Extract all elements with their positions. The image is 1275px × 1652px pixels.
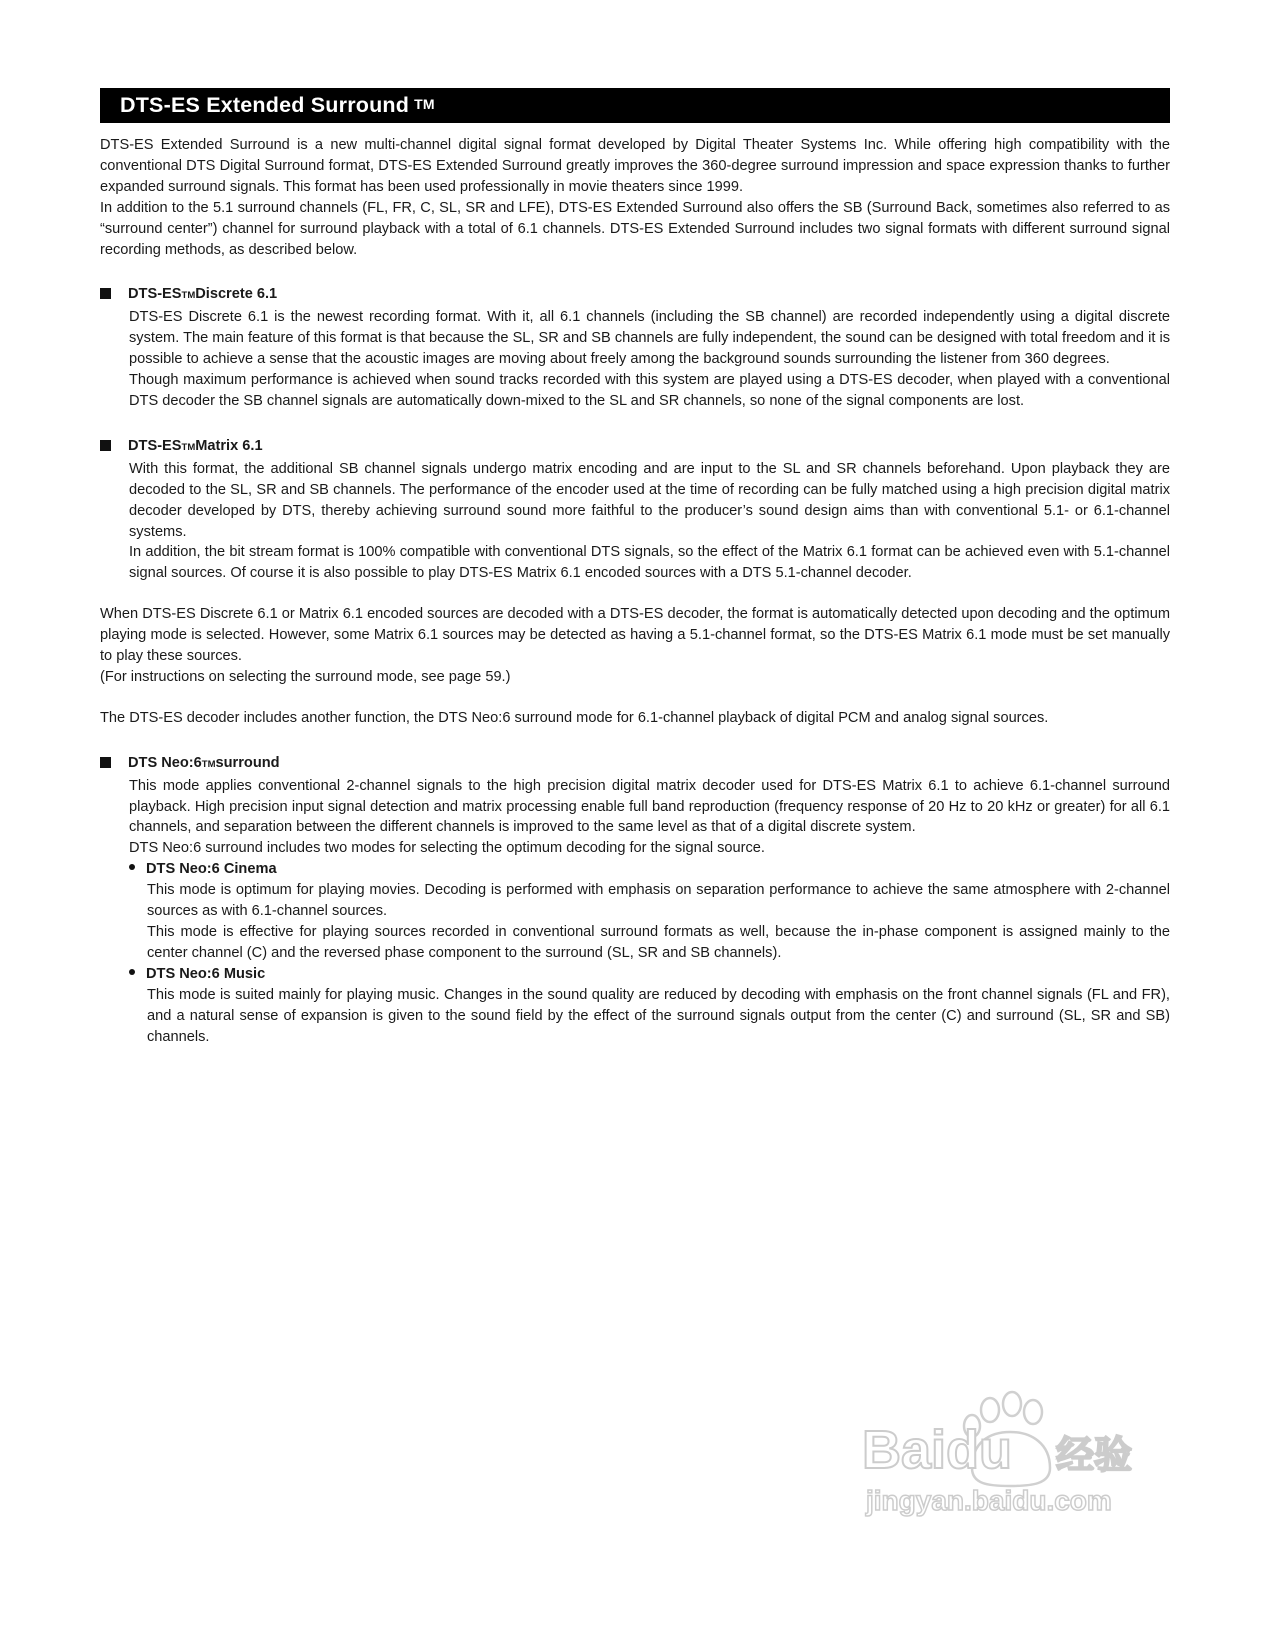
heading-post: Discrete 6.1 [195, 286, 278, 303]
cinema-paragraph: This mode is optimum for playing movies. Decoding is performed with emphasis on separation performance to achieve the same atmosphere with 2-channel sources as with 6.1-channel sources. [147, 882, 1170, 920]
music-heading-text: DTS Neo:6 Music [146, 965, 266, 982]
title-trademark: TM [414, 95, 435, 112]
cinema-heading-text: DTS Neo:6 Cinema [146, 861, 277, 878]
watermark-cn: 经验 [1056, 1433, 1133, 1477]
music-heading [129, 964, 1170, 985]
cinema-heading [129, 859, 1170, 880]
paw-toe-icon [981, 1398, 999, 1422]
intro-paragraph: DTS-ES Extended Surround is a new multi-channel digital signal format developed by Digital Theater Systems Inc. While offering high compatibility with the conventional DTS Digital Surround format, DTS-ES Extended Surround greatly improves the 360-degree surround impression and space expression thanks to further expanded surround signals. This format has been used professionally in movie theaters since 1999. [100, 137, 1170, 195]
baidu-watermark-logo [860, 1390, 1160, 1540]
section-discrete [100, 284, 1170, 411]
section-paragraph: DTS Neo:6 surround includes two modes for selecting the optimum decoding for the signal source. [129, 840, 765, 857]
section-neo6 [100, 753, 1170, 1048]
detection-section [100, 604, 1170, 688]
heading-trademark: TM [181, 441, 196, 453]
section-body [129, 776, 1170, 1048]
section-body [129, 307, 1170, 412]
heading-pre: DTS-ES [128, 437, 182, 454]
section-heading [100, 284, 1170, 307]
square-bullet-icon [100, 757, 111, 768]
section-matrix [100, 436, 1170, 584]
neo-intro-section [100, 708, 1170, 729]
music-paragraph: This mode is suited mainly for playing music. Changes in the sound quality are reduced by decoding with emphasis on the front channel signals (FL and FR), and a natural sense of expansion is given to the sound field by the effect of the surround signals output from the center (C) and surround (SL, SR and SB) channels. [147, 986, 1170, 1045]
paw-toe-icon [1024, 1400, 1042, 1424]
bullet-dot-icon [129, 864, 135, 870]
section-paragraph: With this format, the additional SB channel signals undergo matrix encoding and are input to the SL and SR channels beforehand. Upon playback they are decoded to the SL, SR and SB channels. The performance of the encoder used at the time of recording can be fully matched using a high precision digital matrix decoder developed by DTS, thereby achieving surround sound more faithful to the producer’s sound design aims than with conventional 5.1- or 6.1-channel systems. [129, 460, 1170, 540]
music-body [147, 985, 1170, 1048]
heading-trademark: TM [181, 290, 196, 302]
section-heading [100, 436, 1170, 459]
intro-section [100, 135, 1170, 260]
section-paragraph: This mode applies conventional 2-channel signals to the high precision digital matrix decoder used for DTS-ES Matrix 6.1 to achieve 6.1-channel surround playback. High precision input signal detection and matrix processing enable full band reproduction (frequency response of 20 Hz to 20 kHz or greater) for all 6.1 channels, and separation between the different channels is improved to the same level as that of a digital discrete system. [129, 777, 1170, 836]
page [100, 88, 1170, 1047]
bullet-dot-icon [129, 969, 135, 975]
page-reference-note: (For instructions on selecting the surround mode, see page 59.) [100, 668, 511, 685]
paw-toe-icon [1003, 1392, 1021, 1416]
section-paragraph: DTS-ES Discrete 6.1 is the newest recording format. With it, all 6.1 channels (including the SB channel) are recorded independently using a digital discrete system. The main feature of this format is that because the SL, SR and SB channels are fully independent, the sound can be designed with total freedom and it is possible to achieve a sense that the acoustic images are moving about freely among the background sounds surrounding the listener from 360 degrees. [129, 309, 1170, 368]
square-bullet-icon [100, 288, 111, 299]
heading-post: surround [215, 754, 280, 771]
section-body [129, 459, 1170, 584]
square-bullet-icon [100, 440, 111, 451]
watermark-brand: Baidu [862, 1420, 1013, 1480]
page-title [100, 88, 1170, 123]
heading-pre: DTS-ES [128, 286, 182, 303]
neo-intro-paragraph: The DTS-ES decoder includes another function, the DTS Neo:6 surround mode for 6.1-channel playback of digital PCM and analog signal sources. [100, 709, 1049, 726]
heading-pre: DTS Neo:6 [128, 754, 202, 771]
watermark-url: jingyan.baidu.com [866, 1485, 1112, 1516]
cinema-body [147, 880, 1170, 964]
intro-paragraph: In addition to the 5.1 surround channels (FL, FR, C, SL, SR and LFE), DTS-ES Extended Surround also offers the SB (Surround Back, sometimes also referred to as “surround center”) channel for surround playback with a total of 6.1 channels. DTS-ES Extended Surround includes two signal formats with different surround signal recording methods, as described below. [100, 199, 1170, 258]
section-heading [100, 753, 1170, 776]
heading-trademark: TM [201, 758, 216, 770]
section-paragraph: Though maximum performance is achieved when sound tracks recorded with this system are played using a DTS-ES decoder, when played with a conventional DTS decoder the SB channel signals are automatically down-mixed to the SL and SR channels, so none of the signal components are lost. [129, 372, 1170, 409]
heading-post: Matrix 6.1 [195, 437, 263, 454]
section-paragraph: In addition, the bit stream format is 100% compatible with conventional DTS signals, so the effect of the Matrix 6.1 format can be achieved even with 5.1-channel signal sources. Of course it is also possible to play DTS-ES Matrix 6.1 encoded sources with a DTS 5.1-channel decoder. [129, 544, 1170, 582]
cinema-paragraph: This mode is effective for playing sources recorded in conventional surround formats as well, because the in-phase component is assigned mainly to the center channel (C) and the reversed phase component to the surround (SL, SR and SB channels). [147, 924, 1170, 961]
detection-paragraph: When DTS-ES Discrete 6.1 or Matrix 6.1 encoded sources are decoded with a DTS-ES decoder, the format is automatically detected upon decoding and the optimum playing mode is selected. However, some Matrix 6.1 sources may be detected as having a 5.1-channel format, so the DTS-ES Matrix 6.1 mode must be set manually to play these sources. [100, 606, 1170, 665]
title-text: DTS-ES Extended Surround [120, 93, 410, 117]
